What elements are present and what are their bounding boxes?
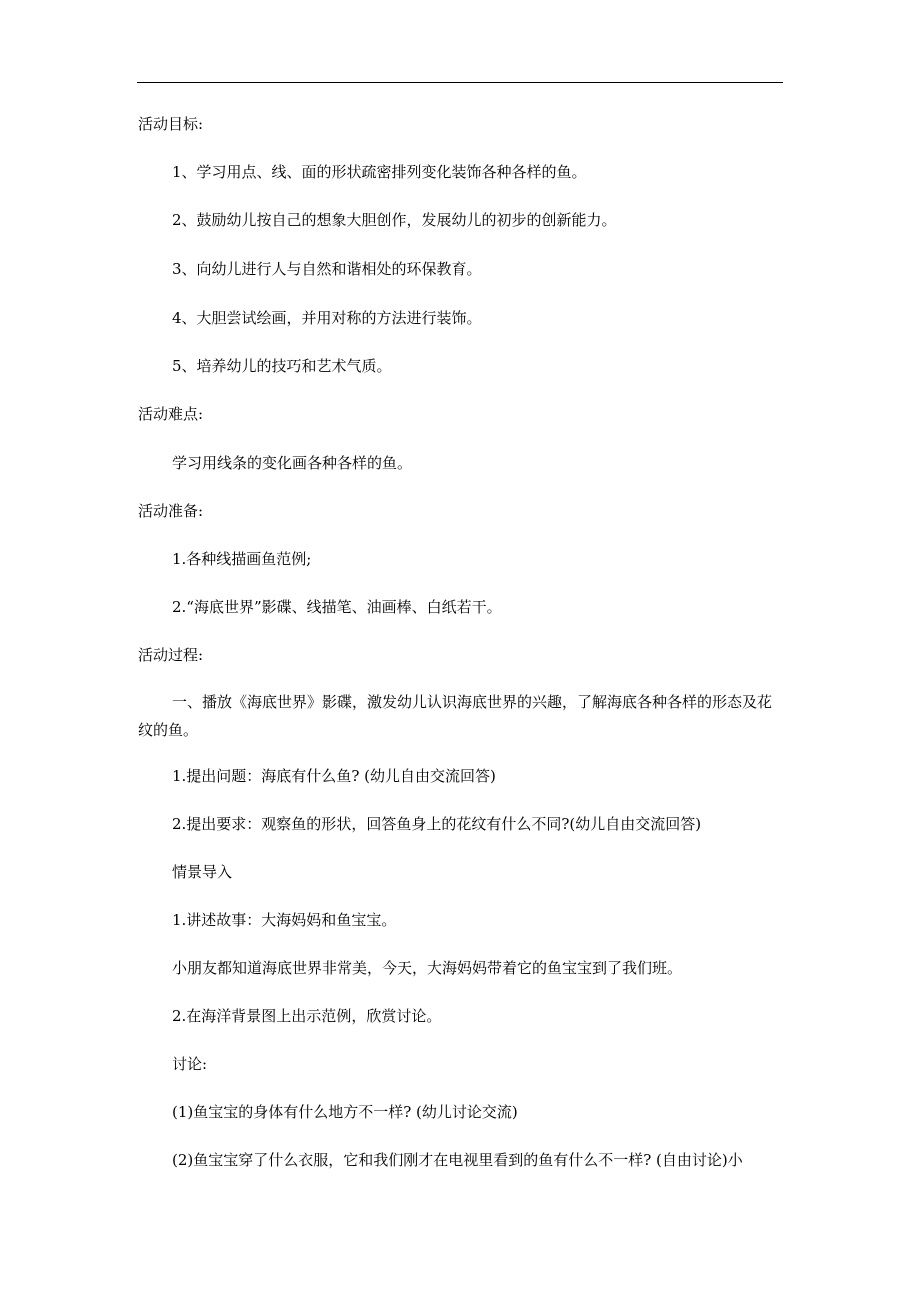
process-heading: 活动过程: [138,646,204,664]
process-item-2: 1.提出问题：海底有什么鱼? (幼儿自由交流回答) [172,767,496,785]
process-subheading: 情景导入 [172,863,233,881]
preparation-heading: 活动准备: [138,502,204,520]
preparation-item-1: 1.各种线描画鱼范例; [172,550,312,568]
goal-item-5: 5、培养幼儿的技巧和艺术气质。 [172,357,392,375]
difficulty-item-1: 学习用线条的变化画各种各样的鱼。 [172,454,413,472]
goal-item-3: 3、向幼儿进行人与自然和谐相处的环保教育。 [172,260,482,278]
process-item-1: 一、播放《海底世界》影碟，激发幼儿认识海底世界的兴趣，了解海底各种各样的形态及花纹的鱼。 [138,693,773,739]
preparation-item-2: 2.“海底世界”影碟、线描笔、油画棒、白纸若干。 [172,598,502,616]
process-discussion-label: 讨论: [172,1055,208,1073]
header-rule [137,82,783,83]
process-item-9: (1)鱼宝宝的身体有什么地方不一样? (幼儿讨论交流) [172,1103,518,1121]
process-item-10: (2)鱼宝宝穿了什么衣服，它和我们刚才在电视里看到的鱼有什么不一样? (自由讨论)小 [172,1151,743,1169]
process-item-3: 2.提出要求：观察鱼的形状，回答鱼身上的花纹有什么不同?(幼儿自由交流回答) [172,815,702,833]
process-item-6: 小朋友都知道海底世界非常美，今天，大海妈妈带着它的鱼宝宝到了我们班。 [172,959,683,977]
goal-item-2: 2、鼓励幼儿按自己的想象大胆创作，发展幼儿的初步的创新能力。 [172,211,617,229]
goals-heading: 活动目标: [138,115,204,133]
goal-item-4: 4、大胆尝试绘画，并用对称的方法进行装饰。 [172,309,482,327]
process-item-7: 2.在海洋背景图上出示范例，欣赏讨论。 [172,1007,442,1025]
difficulty-heading: 活动难点: [138,405,204,423]
goal-item-1: 1、学习用点、线、面的形状疏密排列变化装饰各种各样的鱼。 [172,163,587,181]
process-item-5: 1.讲述故事：大海妈妈和鱼宝宝。 [172,911,397,929]
